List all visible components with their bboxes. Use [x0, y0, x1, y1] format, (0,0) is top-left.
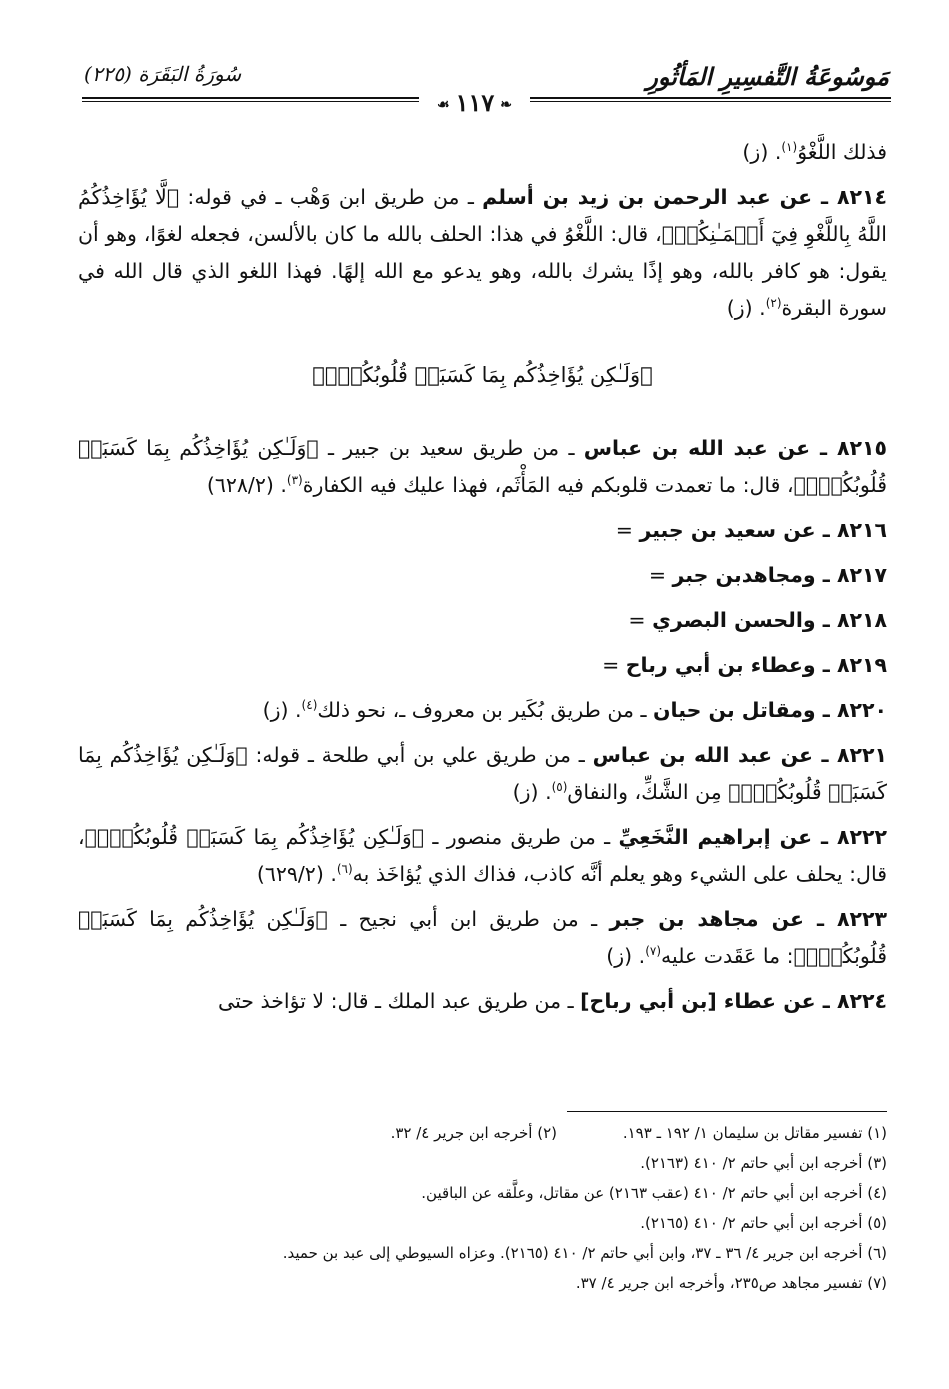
paragraph-continuation: فذلك اللَّغْوُ$^{(١)}$. (ز) — [742, 140, 887, 164]
footnote-3: (٣) أخرجه ابن أبي حاتم ٢/ ٤١٠ (٢١٦٣). — [640, 1154, 887, 1172]
quran-verse: ﴿وَلَـٰكِن يُؤَاخِذُكُم بِمَا كَسَبَتۡ قُلُوبُكُمۡۗ﴾ — [84, 825, 425, 849]
narrator: عن عطاء [بن أبي رباح] — [580, 989, 816, 1013]
page-number-wrap — [0, 88, 949, 117]
entry-8215: ٨٢١٥ ـ عن عبد الله بن عباس ـ من طريق سعيد بن جبير ـ ﴿وَلَـٰكِن يُؤَاخِذُكُم بِمَا كَسَبَتۡ قُلُوبُكُمۡۗ﴾، قال: ما تعمدت قلوبكم فيه المَأْثَم، فهذا عليك فيه الكفارة$^{(٣)}$. (٦٢٨/٢) — [78, 436, 887, 497]
footnote-6: (٦) أخرجه ابن جرير ٤/ ٣٦ ـ ٣٧، وابن أبي حاتم ٢/ ٤١٠ (٢١٦٥). وعزاه السيوطي إلى عبد بن حميد. — [282, 1244, 887, 1262]
ornament-icon: ❧ — [500, 96, 512, 113]
narrator: عن عبد الرحمن بن زيد بن أسلم — [482, 185, 813, 209]
footnote-ref: (٦) — [336, 862, 353, 877]
footnote-2: (٢) أخرجه ابن جرير ٤/ ٣٢. — [390, 1124, 557, 1142]
narrator: ومقاتل بن حيان — [653, 698, 816, 722]
entry-8223: ٨٢٢٣ ـ عن مجاهد بن جبر ـ من طريق ابن أبي نجيح ـ ﴿وَلَـٰكِن يُؤَاخِذُكُم بِمَا كَسَبَتۡ قُلُوبُكُمۡۗ﴾: ما عَقَدت عليه$^{(٧)}$. (ز) — [78, 907, 888, 968]
footnote-ref: (٧) — [645, 944, 662, 959]
footnote-5: (٥) أخرجه ابن أبي حاتم ٢/ ٤١٠ (٢١٦٥). — [640, 1214, 887, 1232]
footnote-row — [78, 1118, 887, 1148]
footnote-ref: (٣) — [286, 473, 303, 488]
footnote-ref: (٤) — [301, 698, 318, 713]
narrator: عن عبد الله بن عباس — [592, 743, 814, 767]
narrator: عن عبد الله بن عباس — [583, 436, 811, 460]
entry-8219: ٨٢١٩ ـ وعطاء بن أبي رباح = — [602, 653, 887, 677]
entry-8221: ٨٢٢١ ـ عن عبد الله بن عباس ـ من طريق علي بن أبي طلحة ـ قوله: ﴿وَلَـٰكِن يُؤَاخِذُكُم بِمَا كَسَبَتۡ قُلُوبُكُمۡۗ﴾ مِن الشَّكِّ، والنفاق$^{(٥)}$. (ز) — [78, 743, 888, 804]
narrator: عن سعيد بن جبير — [639, 518, 816, 542]
footnote-ref: (٥) — [551, 780, 568, 795]
entry-8214: ٨٢١٤ ـ عن عبد الرحمن بن زيد بن أسلم ـ من طريق ابن وَهْب ـ في قوله: ﴿لَّا يُؤَاخِذُكُمُ اللَّهُ بِاللَّغْوِ فِيٓ أَيۡمَـٰنِكُمۡ﴾، قال: اللَّغْوُ في هذا: الحلف بالله ما كان بالألسن، فجعله لغوًا، وهو أن يقول: هو كافر بالله، وهو إذًا يشرك بالله، وهو يدعو مع الله إلهًا. فهذا اللغو الذي قال الله في سورة البقرة$^{(٢)}$. (ز) — [78, 185, 887, 320]
quran-verse: ﴿وَلَـٰكِن يُؤَاخِذُكُم بِمَا كَسَبَتۡ قُلُوبُكُمۡۗ﴾ — [78, 436, 887, 497]
footnote-ref: (٢) — [765, 296, 782, 311]
narrator: عن مجاهد بن جبر — [609, 907, 805, 931]
entry-8218: ٨٢١٨ ـ والحسن البصري = — [628, 608, 887, 632]
narrator: عن إبراهيم النَّخَعِيِّ — [618, 825, 813, 849]
quran-verse: ﴿وَلَـٰكِن يُؤَاخِذُكُم بِمَا كَسَبَتۡ قُلُوبُكُمۡۗ﴾ — [78, 907, 887, 968]
quran-verse: ﴿وَلَـٰكِن يُؤَاخِذُكُم بِمَا كَسَبَتۡ قُلُوبُكُمۡۗ﴾ — [78, 743, 887, 804]
entry-8216: ٨٢١٦ ـ عن سعيد بن جبير = — [615, 518, 887, 542]
entry-8220: ٨٢٢٠ ـ ومقاتل بن حيان ـ من طريق بُكَير بن معروف ـ، نحو ذلك$^{(٤)}$. (ز) — [262, 698, 887, 722]
narrator: وعطاء بن أبي رباح — [625, 653, 816, 677]
narrator: ومجاهدبن جبر — [672, 563, 816, 587]
surah-label: سُورَةُ البَقَرَة (٢٢٥) — [84, 62, 242, 86]
page-number-box — [419, 88, 530, 117]
ornament-icon: ☙ — [437, 96, 450, 113]
footnote-rule — [567, 1111, 887, 1112]
footnote-7: (٧) تفسير مجاهد ص٢٣٥، وأخرجه ابن جرير ٤/ ٣٧. — [575, 1274, 887, 1292]
page-number: ١١٧ — [455, 88, 495, 117]
footnotes — [78, 1118, 887, 1298]
quran-verse: ﴿لَّا يُؤَاخِذُكُمُ اللَّهُ بِاللَّغْوِ فِيٓ أَيۡمَـٰنِكُمۡ﴾ — [78, 185, 887, 246]
entry-8217: ٨٢١٧ ـ ومجاهدبن جبر = — [648, 563, 887, 587]
entry-8222: ٨٢٢٢ ـ عن إبراهيم النَّخَعِيِّ ـ من طريق منصور ـ ﴿وَلَـٰكِن يُؤَاخِذُكُم بِمَا كَسَبَتۡ قُلُوبُكُمۡۗ﴾، قال: يحلف على الشيء وهو يعلم أنَّه كاذب، فذاك الذي يُؤاخَذ به$^{(٦)}$. (٦٢٩/٢) — [78, 825, 888, 886]
footnote-4: (٤) أخرجه ابن أبي حاتم ٢/ ٤١٠ (عقب ٢١٦٣) عن مقاتل، وعلَّقه عن الباقين. — [421, 1184, 887, 1202]
footnote-ref: (١) — [781, 140, 798, 155]
footnote-1: (١) تفسير مقاتل بن سليمان ١/ ١٩٢ ـ ١٩٣. — [622, 1124, 887, 1142]
verse-heading: ﴿وَلَـٰكِن يُؤَاخِذُكُم بِمَا كَسَبَتۡ قُلُوبُكُمۡۗ﴾ — [312, 363, 653, 387]
narrator: والحسن البصري — [652, 608, 816, 632]
book-title: مَوسُوعَةُ التَّفسِيرِ المَأثُورِ — [646, 62, 889, 91]
entry-8224: ٨٢٢٤ ـ عن عطاء [بن أبي رباح] ـ من طريق عبد الملك ـ قال: لا تؤاخذ حتى — [218, 989, 887, 1013]
main-text — [78, 134, 887, 1020]
